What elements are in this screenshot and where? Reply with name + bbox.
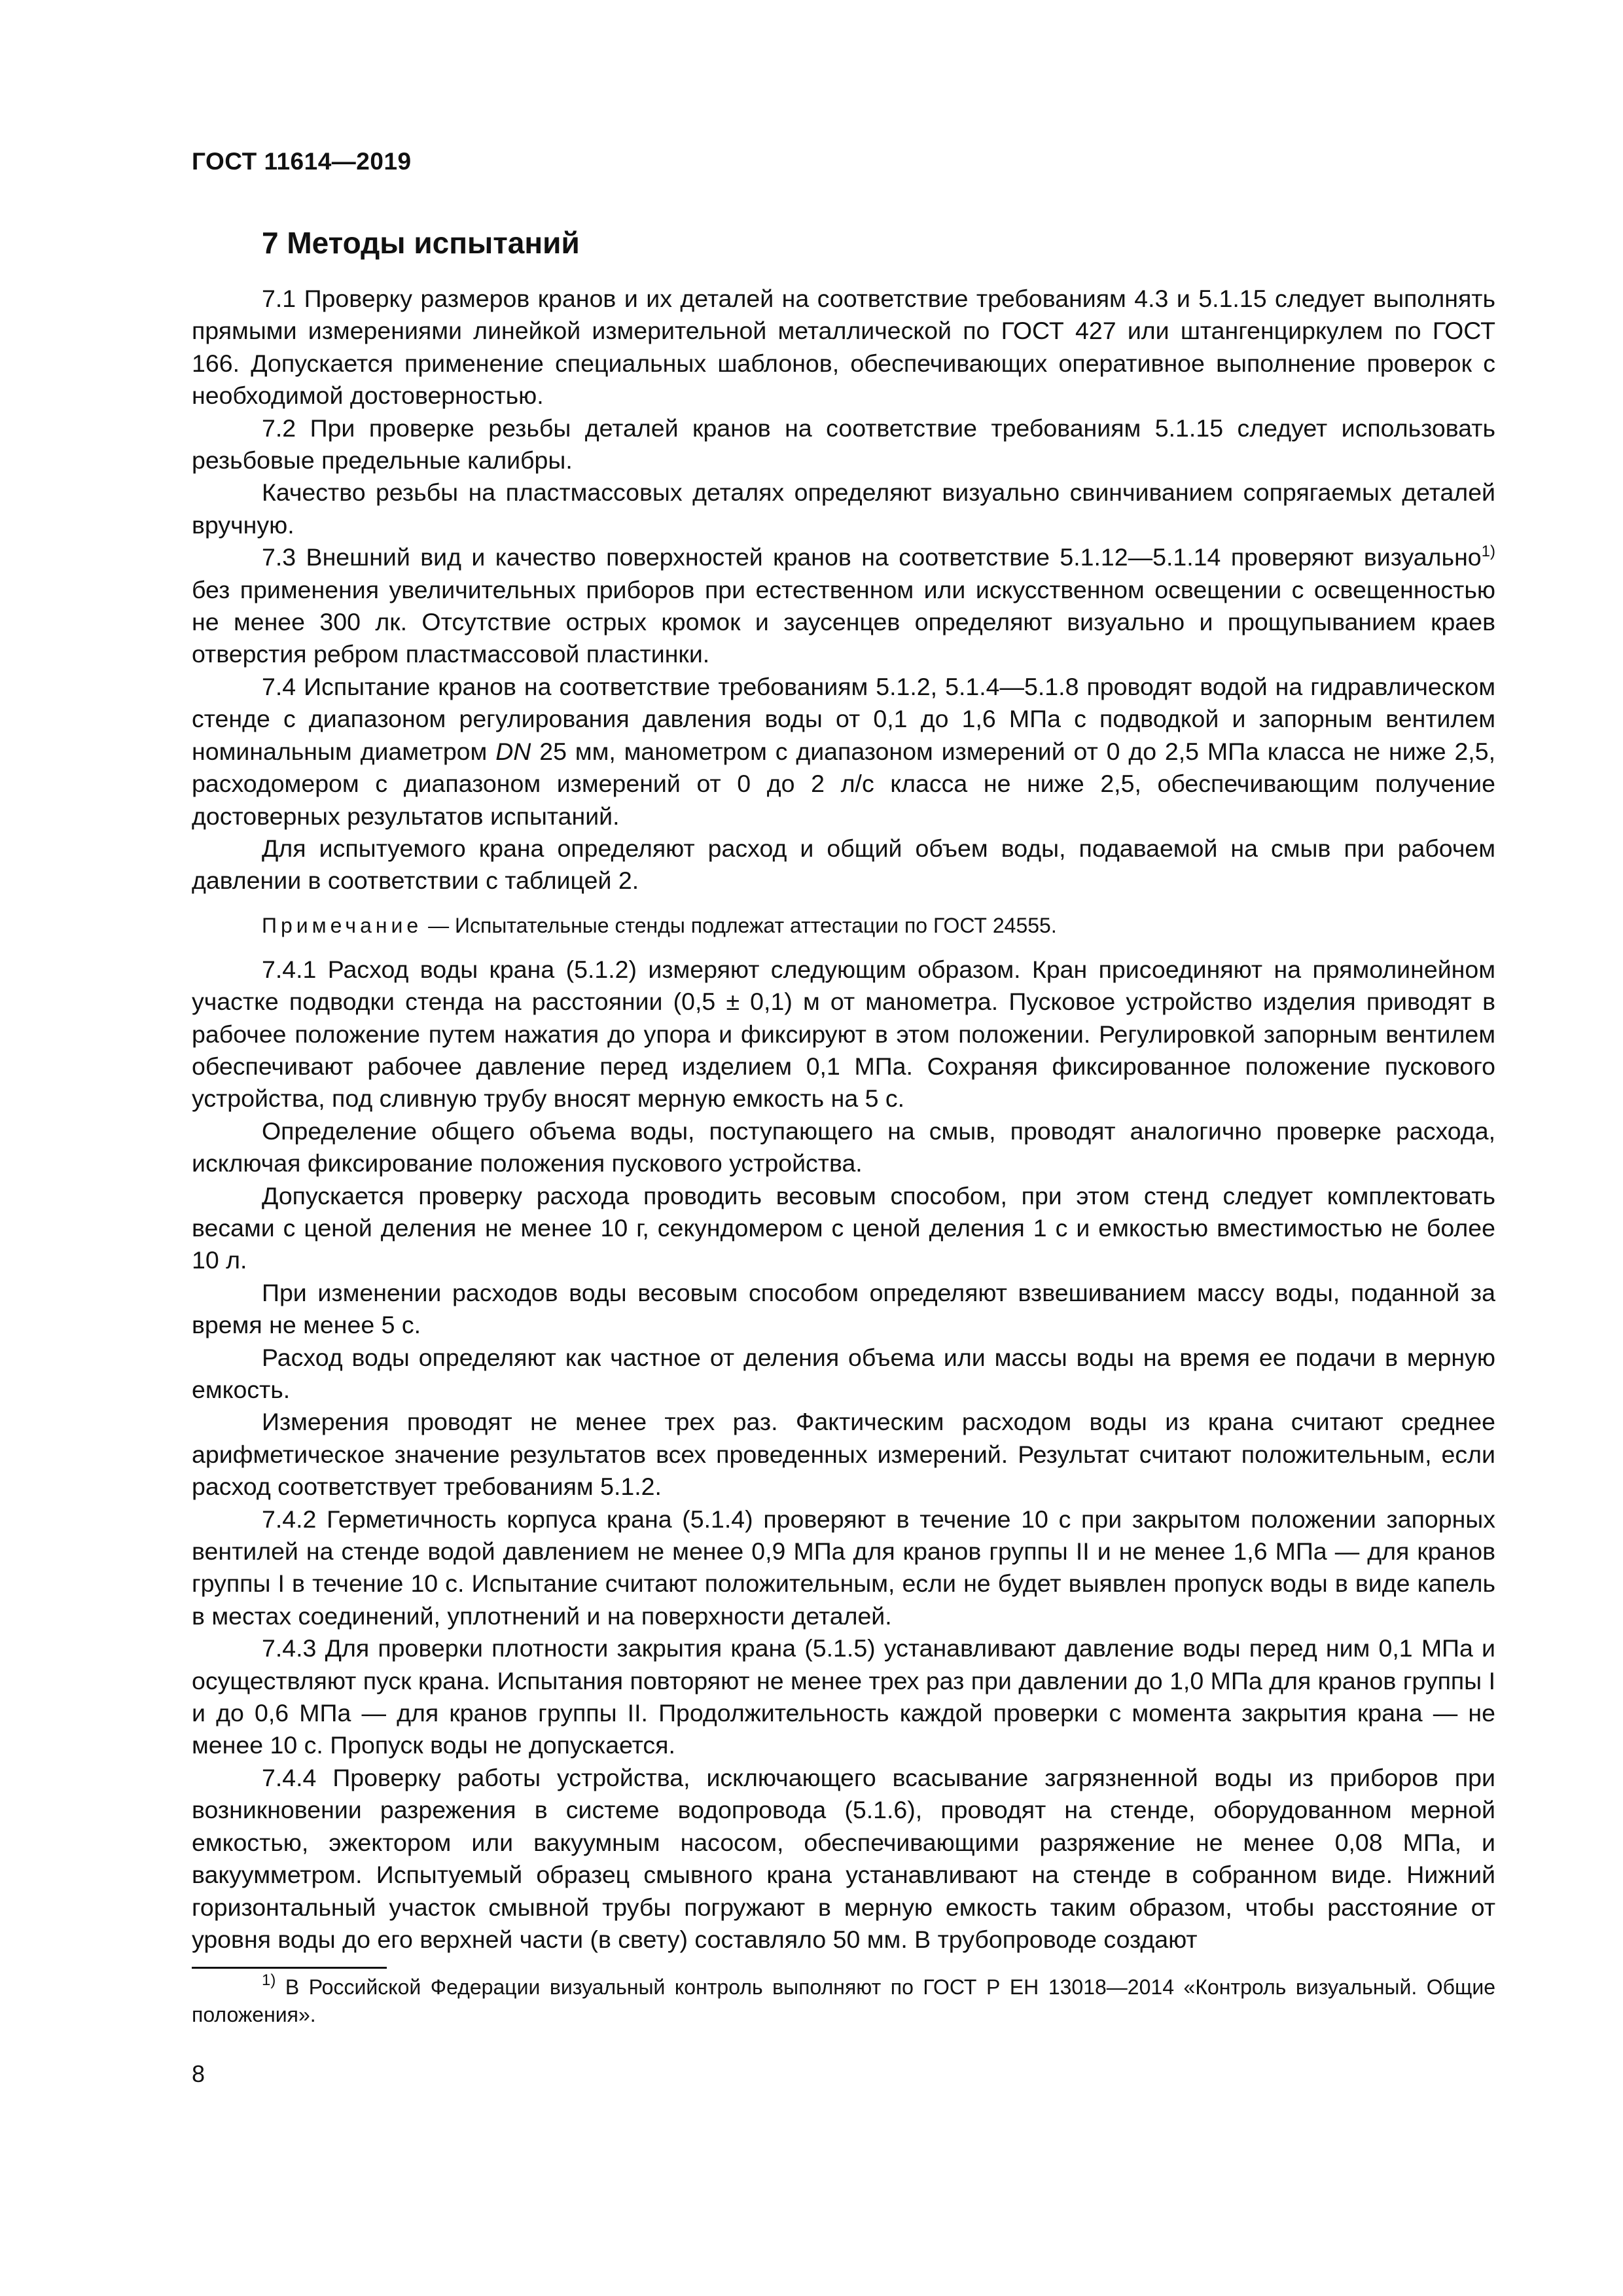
paragraph-7-3 (192, 541, 1495, 671)
page-number: 8 (192, 2060, 205, 2087)
paragraph-7-4-1: 7.4.1 Расход воды крана (5.1.2) измеряют следующим образом. Кран присоединяют на прямолинейном участке подводки стенда на расстоянии (0,5 ± 0,1) м от манометра. Пусковое устройство изделия приводят в рабочее положение путем нажатия до упора и фиксируют в этом положении. Регулировкой запорным вентилем обеспечивают рабочее давление перед изделием 0,1 МПа. Сохраняя фиксированное положение пускового устройства, под сливную трубу вносят мерную емкость на 5 с. (192, 955, 1495, 1113)
paragraph-total-volume: Определение общего объема воды, поступающего на смыв, проводят аналогично проверке расхода, исключая фиксирование положения пускового устройства. (192, 1117, 1495, 1177)
paragraph-7-4-2: 7.4.2 Герметичность корпуса крана (5.1.4) проверяют в течение 10 с при закрытом положении запорных вентилей на стенде водой давлением не менее 0,9 МПа для кранов группы II и не менее 1,6 МПа — для кранов группы I в течение 10 с. Испытание считают положительным, если не будет выявлен пропуск воды в виде капель в местах соединений, уплотнений и на поверхности деталей. (192, 1505, 1495, 1630)
document-header: ГОСТ 11614—2019 (192, 148, 412, 175)
paragraph-7-4-3: 7.4.3 Для проверки плотности закрытия крана (5.1.5) устанавливают давление воды перед ним 0,1 МПа и осуществляют пуск крана. Испытания повторяют не менее трех раз при давлении до 1,0 МПа для кранов группы I и до 0,6 МПа — для кранов группы II. Продолжительность каждой проверки с момента закрытия крана — не менее 10 с. Пропуск воды не допускается. (192, 1634, 1495, 1759)
note-text: — Испытательные стенды подлежат аттестации по ГОСТ 24555. (422, 913, 1057, 937)
paragraph-7-4-start: 7.4 Испытание кранов на соответствие требованиям 5.1.2, 5.1.4—5.1.8 проводят водой на гидравлическом стенде с диапазоном регулирования давления воды от 0,1 до 1,6 МПа с подводкой и запорным вентилем номинальным диаметром (192, 672, 1495, 765)
paragraph-7-2: 7.2 При проверке резьбы деталей кранов на соответствие требованиям 5.1.15 следует использовать резьбовые предельные калибры. (192, 414, 1495, 475)
paragraph-7-3-end: без применения увеличительных приборов при естественном или искусственном освещении с освещенностью не менее 300 лк. Отсутствие острых кромок и заусенцев определяют визуально и прощупыванием краев отверстия ребром пластмассовой пластинки. (192, 575, 1495, 668)
footnote-reference: 1) (1481, 543, 1495, 561)
paragraph-7-4-4: 7.4.4 Проверку работы устройства, исключающего всасывание загрязненной воды из приборов при возникновении разрежения в системе водопровода (5.1.6), проводят на стенде, оборудованном мерной емкостью, эжектором или вакуумным насосом, обеспечивающими разряжение не менее 0,08 МПа, и вакуумметром. Испытуемый образец смывного крана устанавливают на стенде в собранном виде. Нижний горизонтальный участок смывной трубы погружают в мерную емкость таким образом, чтобы расстояние от уровня воды до его верхней части (в свету) составляло 50 мм. В трубопроводе создают (192, 1763, 1495, 1953)
paragraph-7-4 (192, 671, 1495, 833)
document-body (192, 283, 1495, 1956)
paragraph-weight-method: Допускается проверку расхода проводить весовым способом, при этом стенд следует комплектовать весами с ценой деления не менее 10 г, секундомером с ценой деления 1 с и емкостью вместимостью не более 10 л. (192, 1181, 1495, 1274)
footnote-text (192, 1973, 1495, 2028)
paragraph-7-4-end: 25 мм, манометром с диапазоном измерений от 0 до 2,5 МПа класса не ниже 2,5, расходомером с диапазоном измерений от 0 до 2 л/с класса не ниже 2,5, обеспечивающим получение достоверных результатов испытаний. (192, 737, 1495, 830)
footnote-body: В Российской Федерации визуальный контроль выполняют по ГОСТ Р ЕН 13018—2014 «Контроль визуальный. Общие положения». (192, 1975, 1495, 2026)
section-title: 7 Методы испытаний (262, 226, 580, 260)
paragraph-flow-definition: Расход воды определяют как частное от деления объема или массы воды на время ее подачи в мерную емкость. (192, 1343, 1495, 1403)
paragraph-weighing: При изменении расходов воды весовым способом определяют взвешиванием массу воды, поданной за время не менее 5 с. (192, 1278, 1495, 1339)
paragraph-thread-quality: Качество резьбы на пластмассовых деталях определяют визуально свинчиванием сопрягаемых деталей вручную. (192, 478, 1495, 539)
note-label: Примечание (262, 913, 423, 937)
footnote-separator (192, 1967, 387, 1969)
paragraph-7-3-start: 7.3 Внешний вид и качество поверхностей кранов на соответствие 5.1.12—5.1.14 проверяют визуально (262, 543, 1482, 571)
paragraph-measurements: Измерения проводят не менее трех раз. Фактическим расходом воды из крана считают среднее арифметическое значение результатов всех проведенных измерений. Результат считают положительным, если расход соответствует требованиям 5.1.2. (192, 1408, 1495, 1501)
paragraph-flow-volume: Для испытуемого крана определяют расход и общий объем воды, подаваемой на смыв при рабочем давлении в соответствии с таблицей 2. (192, 834, 1495, 895)
paragraph-7-1: 7.1 Проверку размеров кранов и их деталей на соответствие требованиям 4.3 и 5.1.15 следует выполнять прямыми измерениями линейкой измерительной металлической по ГОСТ 427 или штангенциркулем по ГОСТ 166. Допускается применение специальных шаблонов, обеспечивающих оперативное выполнение проверок с необходимой достоверностью. (192, 285, 1495, 410)
note (192, 912, 1495, 939)
footnote (192, 1973, 1495, 2028)
footnote-marker: 1) (262, 1971, 276, 1989)
nominal-diameter-symbol: DN (495, 737, 531, 765)
